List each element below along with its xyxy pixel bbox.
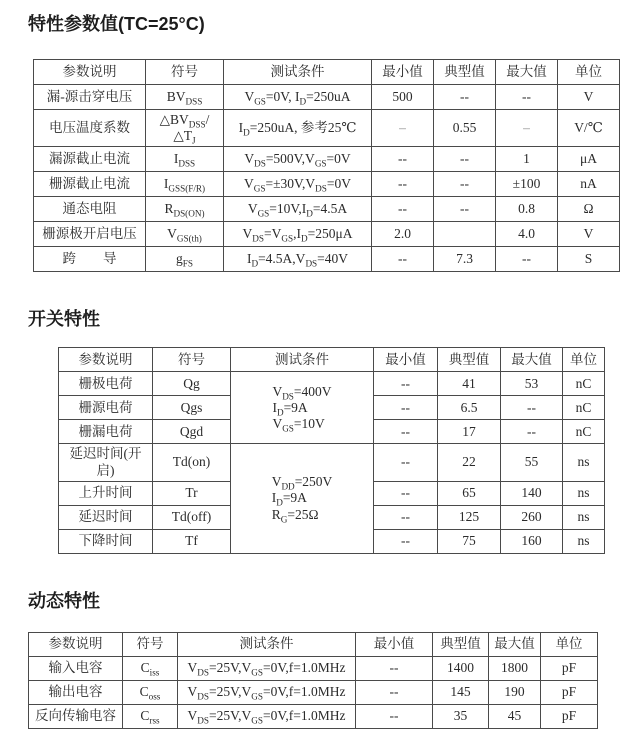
section-title-switching: 开关特性 bbox=[28, 309, 100, 330]
table-cell: ±100 bbox=[496, 172, 558, 197]
column-header: 最小值 bbox=[374, 348, 438, 372]
table-header-row bbox=[34, 60, 620, 85]
table-cell: 65 bbox=[438, 481, 501, 505]
table-cell: – bbox=[496, 110, 558, 147]
column-header: 最大值 bbox=[501, 348, 563, 372]
condition-line: $R_G=25\Omega$ bbox=[271, 506, 319, 525]
table-cell: -- bbox=[496, 247, 558, 272]
dynamic-table bbox=[28, 632, 598, 729]
table-cell: -- bbox=[501, 396, 563, 420]
table-cell: $C_{iss}$ bbox=[123, 656, 178, 680]
table-cell: – bbox=[372, 110, 434, 147]
table-cell: 电压温度系数 bbox=[34, 110, 146, 147]
table-cell: 漏源截止电流 bbox=[34, 147, 146, 172]
column-header: 测试条件 bbox=[224, 60, 372, 85]
table-cell: pF bbox=[541, 704, 598, 728]
table-cell: -- bbox=[356, 680, 433, 704]
column-header: 符号 bbox=[146, 60, 224, 85]
table-cell: $V_{DS}=25V,V_{GS}=0V,f=1.0MHz$ bbox=[178, 656, 356, 680]
column-header: 典型值 bbox=[438, 348, 501, 372]
table-cell: 0.8 bbox=[496, 197, 558, 222]
condition-line: $V_{DD}=250V$ bbox=[271, 474, 333, 492]
column-header: 典型值 bbox=[434, 60, 496, 85]
table-cell: 190 bbox=[489, 680, 541, 704]
table-cell: -- bbox=[374, 481, 438, 505]
table-cell: $V_{GS}=\pm 30V,V_{DS}=0V$ bbox=[224, 172, 372, 197]
table-cell: 125 bbox=[438, 505, 501, 529]
table-cell: 2.0 bbox=[372, 222, 434, 247]
table-cell: 跨 导 bbox=[34, 247, 146, 272]
static-params-table bbox=[33, 59, 620, 272]
table-cell: $V_{GS(th)}$ bbox=[146, 222, 224, 247]
switching-table bbox=[58, 347, 605, 553]
table-cell: -- bbox=[372, 147, 434, 172]
table-cell: Tf bbox=[153, 529, 231, 553]
table-cell: pF bbox=[541, 680, 598, 704]
table-cell: -- bbox=[372, 172, 434, 197]
table-cell: $C_{rss}$ bbox=[123, 704, 178, 728]
table-row bbox=[29, 680, 598, 704]
table-cell: 输入电容 bbox=[29, 656, 123, 680]
table-cell: $I_{DSS}$ bbox=[146, 147, 224, 172]
table-cell: $V_{GS}=10V,I_D=4.5A$ bbox=[224, 197, 372, 222]
table-cell: 6.5 bbox=[438, 396, 501, 420]
column-header: 测试条件 bbox=[231, 348, 374, 372]
table-cell: 75 bbox=[438, 529, 501, 553]
table-cell: V bbox=[558, 85, 620, 110]
column-header: 典型值 bbox=[433, 632, 489, 656]
column-header: 单位 bbox=[558, 60, 620, 85]
table-cell: Qg bbox=[153, 372, 231, 396]
table-cell: 35 bbox=[433, 704, 489, 728]
table-cell: pF bbox=[541, 656, 598, 680]
table-cell: ns bbox=[563, 505, 605, 529]
table-row bbox=[34, 197, 620, 222]
table-cell: -- bbox=[434, 147, 496, 172]
table-cell: -- bbox=[434, 172, 496, 197]
column-header: 测试条件 bbox=[178, 632, 356, 656]
table-cell: -- bbox=[434, 85, 496, 110]
table-cell: V bbox=[558, 222, 620, 247]
table-cell bbox=[434, 222, 496, 247]
column-header: 最大值 bbox=[489, 632, 541, 656]
table-cell: 下降时间 bbox=[59, 529, 153, 553]
table-cell: -- bbox=[496, 85, 558, 110]
column-header: 参数说明 bbox=[59, 348, 153, 372]
condition-line: $I_D=9A$ bbox=[271, 490, 307, 509]
table-cell: 延迟时间 bbox=[59, 505, 153, 529]
table-cell: nC bbox=[563, 420, 605, 444]
column-header: 单位 bbox=[541, 632, 598, 656]
table-cell: 上升时间 bbox=[59, 481, 153, 505]
test-condition-cell bbox=[231, 372, 374, 444]
table-cell: 漏-源击穿电压 bbox=[34, 85, 146, 110]
table-cell: 45 bbox=[489, 704, 541, 728]
section-title-static-params: 特性参数值(TC=25°C) bbox=[28, 14, 205, 34]
table-cell: 延迟时间(开启) bbox=[59, 444, 153, 481]
table-cell: 栅源电荷 bbox=[59, 396, 153, 420]
table-cell: -- bbox=[501, 420, 563, 444]
table-row bbox=[34, 147, 620, 172]
table-cell: 栅源极开启电压 bbox=[34, 222, 146, 247]
table-cell: 17 bbox=[438, 420, 501, 444]
table-cell: Td(on) bbox=[153, 444, 231, 481]
table-row bbox=[29, 656, 598, 680]
condition-line: $I_D=9A$ bbox=[272, 399, 308, 418]
table-cell: 1 bbox=[496, 147, 558, 172]
section-title-dynamic: 动态特性 bbox=[28, 590, 100, 611]
table-cell: -- bbox=[372, 197, 434, 222]
table-cell: 22 bbox=[438, 444, 501, 481]
table-row bbox=[34, 247, 620, 272]
condition-line: $V_{GS}=10V$ bbox=[272, 415, 325, 434]
column-header: 参数说明 bbox=[29, 632, 123, 656]
table-cell: 栅源截止电流 bbox=[34, 172, 146, 197]
table-cell: nA bbox=[558, 172, 620, 197]
table-cell: -- bbox=[372, 247, 434, 272]
table-cell: 7.3 bbox=[434, 247, 496, 272]
table-cell: 通态电阻 bbox=[34, 197, 146, 222]
table-cell: nC bbox=[563, 396, 605, 420]
table-cell: 栅极电荷 bbox=[59, 372, 153, 396]
table-cell: $V_{DS}=25V,V_{GS}=0V,f=1.0MHz$ bbox=[178, 680, 356, 704]
condition-line: $V_{DS}=400V$ bbox=[272, 383, 332, 402]
section-dynamic bbox=[28, 587, 627, 729]
table-cell: 41 bbox=[438, 372, 501, 396]
table-cell: -- bbox=[434, 197, 496, 222]
table-cell: -- bbox=[374, 420, 438, 444]
column-header: 最小值 bbox=[372, 60, 434, 85]
table-cell: 1800 bbox=[489, 656, 541, 680]
table-cell: $V_{DS}=25V,V_{GS}=0V,f=1.0MHz$ bbox=[178, 704, 356, 728]
table-cell: $I_{GSS(F/R)}$ bbox=[146, 172, 224, 197]
table-cell: Qgs bbox=[153, 396, 231, 420]
table-cell: 反向传输电容 bbox=[29, 704, 123, 728]
table-cell: Qgd bbox=[153, 420, 231, 444]
table-cell: V/℃ bbox=[558, 110, 620, 147]
table-cell: $I_D=250uA$, 参考25℃ bbox=[224, 110, 372, 147]
table-row bbox=[34, 222, 620, 247]
table-row bbox=[34, 172, 620, 197]
table-cell: 160 bbox=[501, 529, 563, 553]
condition-block bbox=[272, 384, 331, 433]
table-row bbox=[59, 444, 605, 481]
table-cell: nC bbox=[563, 372, 605, 396]
table-cell: $V_{DS}=500V,V_{GS}=0V$ bbox=[224, 147, 372, 172]
table-cell: μA bbox=[558, 147, 620, 172]
table-cell: $V_{DS}=V_{GS},I_D=250\mu A$ bbox=[224, 222, 372, 247]
table-cell: -- bbox=[356, 656, 433, 680]
table-cell: -- bbox=[374, 372, 438, 396]
table-cell: $V_{GS}=0V$, $I_D=250uA$ bbox=[224, 85, 372, 110]
table-cell: 140 bbox=[501, 481, 563, 505]
table-header-row bbox=[59, 348, 605, 372]
table-cell: -- bbox=[374, 505, 438, 529]
table-cell: Tr bbox=[153, 481, 231, 505]
table-cell: 输出电容 bbox=[29, 680, 123, 704]
table-cell: ns bbox=[563, 481, 605, 505]
table-cell: 55 bbox=[501, 444, 563, 481]
table-cell: $BV_{DSS}$ bbox=[146, 85, 224, 110]
condition-block bbox=[272, 474, 333, 523]
table-cell: $\triangle BV_{DSS}/\triangle T_J$ bbox=[146, 110, 224, 147]
section-switching bbox=[28, 305, 627, 553]
table-cell: 4.0 bbox=[496, 222, 558, 247]
column-header: 最小值 bbox=[356, 632, 433, 656]
table-cell: $I_D=4.5A,V_{DS}=40V$ bbox=[224, 247, 372, 272]
column-header: 最大值 bbox=[496, 60, 558, 85]
table-cell: S bbox=[558, 247, 620, 272]
table-cell: 145 bbox=[433, 680, 489, 704]
test-condition-cell bbox=[231, 444, 374, 553]
table-cell: 260 bbox=[501, 505, 563, 529]
table-cell: $g_{FS}$ bbox=[146, 247, 224, 272]
table-cell: 53 bbox=[501, 372, 563, 396]
table-cell: $R_{DS(ON)}$ bbox=[146, 197, 224, 222]
table-cell: 500 bbox=[372, 85, 434, 110]
column-header: 参数说明 bbox=[34, 60, 146, 85]
column-header: 符号 bbox=[123, 632, 178, 656]
table-cell: ns bbox=[563, 529, 605, 553]
table-cell: 1400 bbox=[433, 656, 489, 680]
table-cell: -- bbox=[374, 444, 438, 481]
table-cell: -- bbox=[374, 529, 438, 553]
table-row bbox=[34, 110, 620, 147]
table-cell: Ω bbox=[558, 197, 620, 222]
table-cell: ns bbox=[563, 444, 605, 481]
column-header: 符号 bbox=[153, 348, 231, 372]
table-cell: Td(off) bbox=[153, 505, 231, 529]
table-cell: 栅漏电荷 bbox=[59, 420, 153, 444]
table-row bbox=[59, 372, 605, 396]
table-cell: -- bbox=[374, 396, 438, 420]
table-header-row bbox=[29, 632, 598, 656]
table-cell: $C_{oss}$ bbox=[123, 680, 178, 704]
column-header: 单位 bbox=[563, 348, 605, 372]
table-cell: 0.55 bbox=[434, 110, 496, 147]
section-static-params bbox=[28, 10, 627, 272]
table-row bbox=[34, 85, 620, 110]
table-cell: -- bbox=[356, 704, 433, 728]
